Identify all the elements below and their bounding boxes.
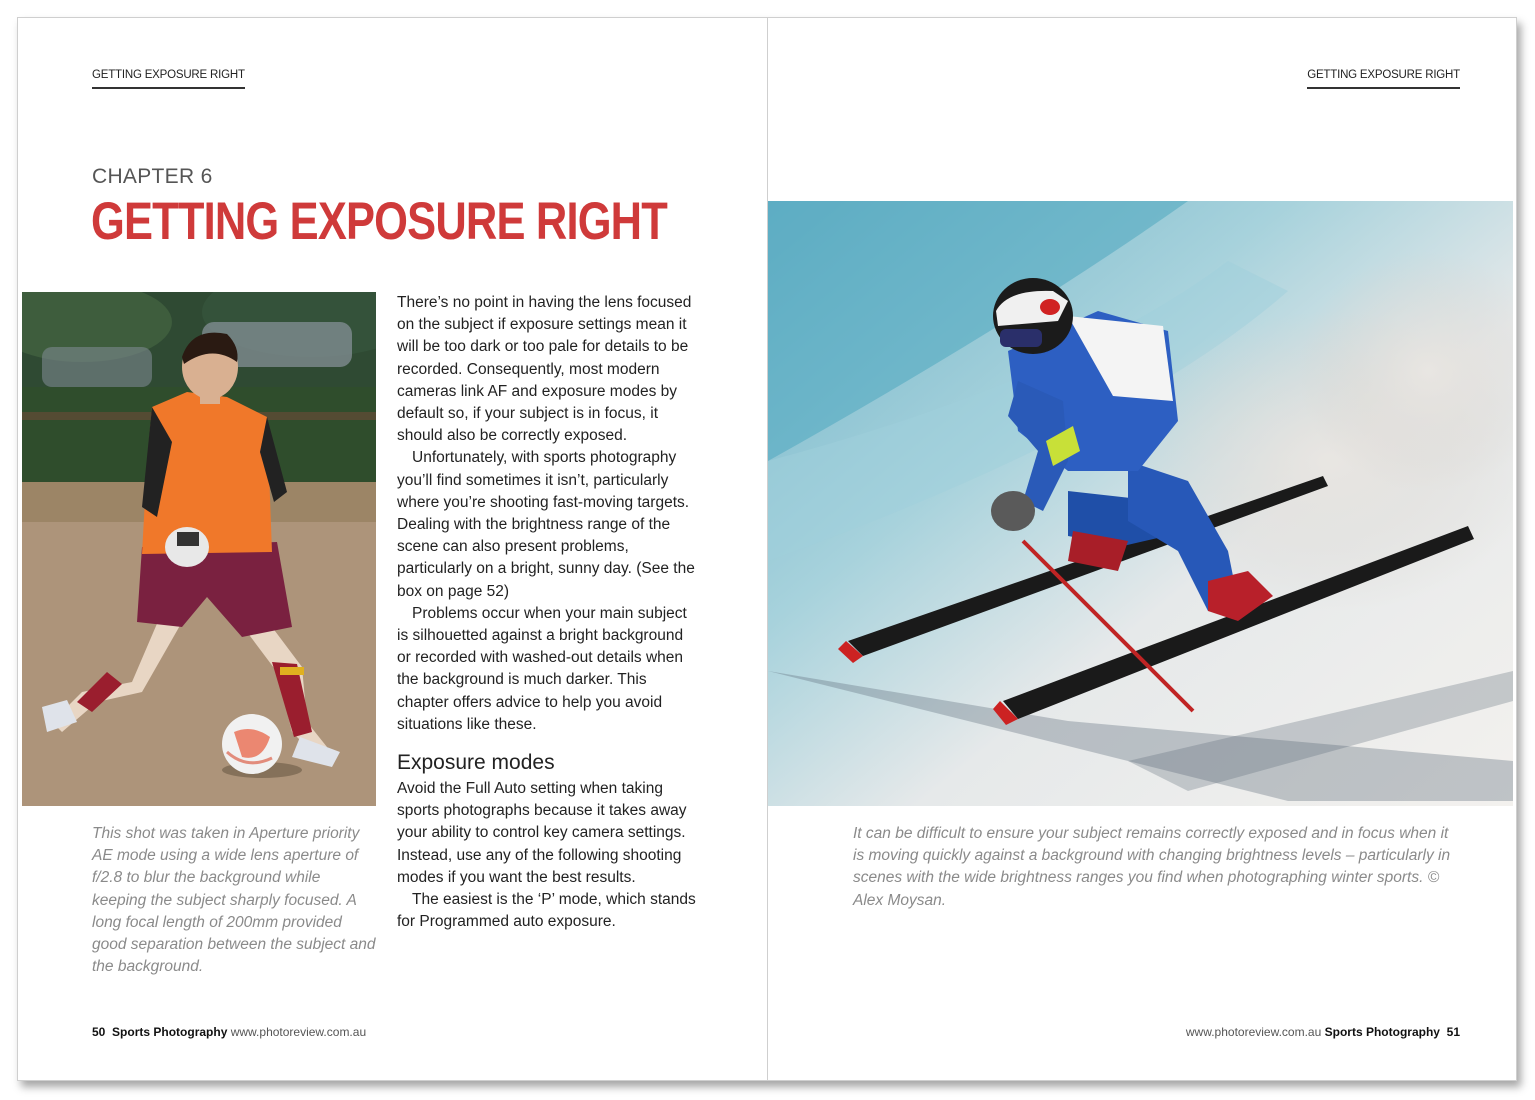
section-heading: Exposure modes — [397, 751, 555, 775]
footer-right — [1186, 1025, 1460, 1039]
skier-photo — [768, 201, 1513, 806]
footer-publication: Sports Photography — [1324, 1025, 1440, 1039]
body-paragraph: Problems occur when your main subject is silhouetted against a bright background or recorded with washed-out details when the background is much darker. This chapter offers advice to help you avoid situations like these. — [397, 604, 687, 733]
body-text-column — [397, 292, 697, 933]
footer-page-number: 51 — [1446, 1025, 1460, 1039]
chapter-label: CHAPTER 6 — [92, 165, 213, 188]
right-page — [768, 18, 1516, 1080]
running-head-right: GETTING EXPOSURE RIGHT — [1307, 69, 1460, 89]
magazine-spread — [17, 17, 1517, 1081]
footer-url: www.photoreview.com.au — [1185, 1025, 1322, 1039]
section-paragraph: Avoid the Full Auto setting when taking sports photographs because it takes away your ability to control key camera settings. Instead, use any of the following shooting modes if you want the best results. — [397, 780, 687, 886]
soccer-photo — [22, 292, 376, 806]
footer-publication: Sports Photography — [112, 1025, 228, 1039]
running-head-left: GETTING EXPOSURE RIGHT — [92, 69, 245, 89]
chapter-title: GETTING EXPOSURE RIGHT — [91, 192, 667, 251]
soccer-photo-caption: This shot was taken in Aperture priority AE mode using a wide lens aperture of f/2.8 to blur the background while keeping the subject sharply focused. A long focal length of 200mm provided good separation between the subject and the background. — [92, 825, 376, 976]
section-paragraph: The easiest is the ‘P’ mode, which stands for Programmed auto exposure. — [397, 891, 696, 931]
footer-url: www.photoreview.com.au — [230, 1025, 367, 1039]
footer-page-number: 50 — [92, 1025, 106, 1039]
skier-photo-caption: It can be difficult to ensure your subject remains correctly exposed and in focus when it is moving quickly against a background with changing brightness levels – particularly in scenes with the wide brightness ranges you find when photographing winter sports. © Alex Moysan. — [853, 825, 1451, 909]
body-paragraph: There’s no point in having the lens focused on the subject if exposure settings mean it will be too dark or too pale for details to be recorded. Consequently, most modern cameras link AF and exposure modes by default so, if your subject is in focus, it should also be correctly exposed. — [397, 294, 692, 445]
left-page — [18, 18, 767, 1080]
body-paragraph: Unfortunately, with sports photography you’ll find sometimes it isn’t, particularly where you’re shooting fast-moving targets. Dealing with the brightness range of the scene can also present problems, particularly on a bright, sunny day. (See the box on page 52) — [397, 449, 695, 600]
footer-left — [92, 1025, 366, 1039]
